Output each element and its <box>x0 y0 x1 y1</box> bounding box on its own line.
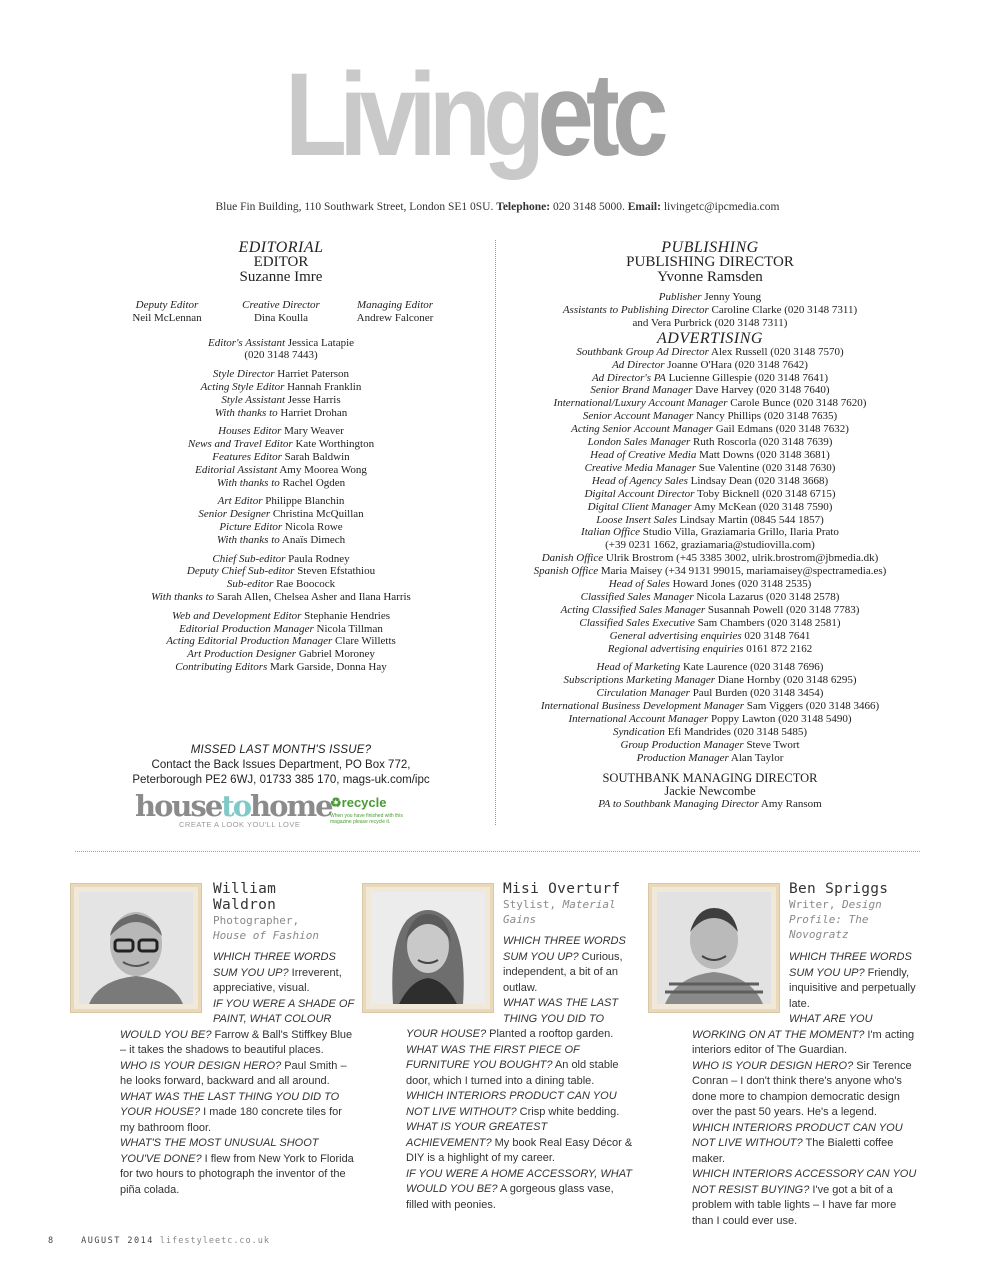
staff-credit: Loose Insert Sales Lindsay Martin (0845 544 1857) <box>596 513 824 526</box>
staff-credit: Art Production Designer Gabriel Moroney <box>187 648 375 661</box>
editor-name: Suzanne Imre <box>239 269 323 285</box>
staff-credit: International Account Manager Poppy Lawton (020 3148 5490) <box>568 713 852 726</box>
staff-credit: Spanish Office Maria Maisey (+34 9131 99015, mariamaisey@spectramedia.es) <box>533 565 887 578</box>
staff-credit: Acting Senior Account Manager Gail Edmans (020 3148 7632) <box>571 423 849 436</box>
page-footer <box>48 1236 270 1246</box>
page-number: 8 <box>48 1236 55 1246</box>
trio-item: Deputy Editor Neil McLennan <box>132 299 202 324</box>
staff-credit: Italian Office Studio Villa, Graziamaria Grillo, Ilaria Prato <box>581 526 839 539</box>
profile-header-william: William Waldron Photographer, House of Fashion <box>213 881 319 942</box>
staff-credit: With thanks to Anaïs Dimech <box>216 533 346 546</box>
staff-credit: Production Manager Alan Taylor <box>636 751 784 764</box>
staff-credit: News and Travel Editor Kate Worthington <box>187 438 375 451</box>
housetohome-logo: housetohome CREATE A LOOK YOU'LL LOVE <box>135 789 332 829</box>
staff-credit: Picture Editor Nicola Rowe <box>219 520 343 533</box>
recycle-logo: ♻recycle When you have finished with this magazine please recycle it. <box>330 795 403 825</box>
staff-group <box>112 337 450 363</box>
staff-credit: Contributing Editors Mark Garside, Donna Hay <box>175 660 387 673</box>
staff-credit: Web and Development Editor Stephanie Hendries <box>171 609 391 622</box>
editorial-staff-list <box>112 337 450 674</box>
staff-group <box>112 495 450 546</box>
trio-item: Managing Editor Andrew Falconer <box>356 299 434 324</box>
staff-credit: London Sales Manager Ruth Roscorla (020 3148 7639) <box>587 436 833 449</box>
staff-credit: Features Editor Sarah Baldwin <box>212 450 350 463</box>
staff-credit: Head of Creative Media Matt Downs (020 3148 3681) <box>590 448 830 461</box>
address-line: Blue Fin Building, 110 Southwark Street, London SE1 0SU. Telephone: 020 3148 5000. Email: livingetc@ipcmedia.com <box>215 201 780 213</box>
back-issues-heading: MISSED LAST MONTH'S ISSUE? <box>190 744 372 756</box>
staff-credit: Art Editor Philippe Blanchin <box>217 495 345 508</box>
staff-credit: International Business Development Manager Sam Viggers (020 3148 3466) <box>540 700 880 713</box>
staff-credit: Group Production Manager Steve Twort <box>620 738 800 751</box>
staff-credit: Ad Director's PA Lucienne Gillespie (020 3148 7641) <box>591 371 829 384</box>
southbank-md-pa: PA to Southbank Managing Director Amy Ransom <box>598 797 822 810</box>
staff-credit: Head of Marketing Kate Laurence (020 3148 7696) <box>596 661 824 674</box>
staff-credit: (020 3148 7443) <box>244 349 318 362</box>
back-issues-line: Peterborough PE2 6WJ, 01733 385 170, mags-uk.com/ipc <box>132 774 430 786</box>
staff-credit: Acting Style Editor Hannah Franklin <box>200 380 362 393</box>
publishing-column <box>500 240 920 811</box>
staff-credit: Danish Office Ulrik Brostrom (+45 3385 3002, ulrik.brostrom@jbmedia.dk) <box>541 552 879 565</box>
staff-credit: Style Director Harriet Paterson <box>212 368 350 381</box>
staff-group <box>112 610 450 674</box>
back-issues-line: Contact the Back Issues Department, PO Box 772, <box>151 759 411 771</box>
staff-credit: (+39 0231 1662, graziamaria@studiovilla.com) <box>605 539 815 552</box>
staff-credit: Sub-editor Rae Boocock <box>226 578 336 591</box>
marketing-staff-list <box>500 661 920 764</box>
staff-credit: Senior Designer Christina McQuillan <box>198 508 364 521</box>
staff-credit: Deputy Chief Sub-editor Steven Efstathiou <box>186 565 376 578</box>
publishing-director-title: PUBLISHING DIRECTOR <box>626 254 794 270</box>
advertising-staff-list <box>500 346 920 656</box>
issue-date: AUGUST 2014 <box>81 1236 154 1246</box>
profile-text-william: WHICH THREE WORDS SUM YOU UP? Irreverent, appreciative, visual. IF YOU WERE A SHADE OF PAINT, WHAT COLOUR WOULD YOU BE? Farrow & Ball's Stiffkey Blue – it takes the shadows to beautiful places. WHO IS YOUR DESIGN HERO? Paul Smith – he looks forward, backward and all around. WHAT WAS THE LAST THING YOU DID TO YOUR HOUSE? I made 180 concrete tiles for my bathroom floor. WHAT'S THE MOST UNUSUAL SHOOT YOU'VE DONE? I flew from New York to Florida for two hours to photograph the inventor of the piña colada. <box>120 951 354 1196</box>
staff-credit: and Vera Purbrick (020 3148 7311) <box>632 316 788 329</box>
editorial-column <box>112 240 450 674</box>
staff-credit: Senior Account Manager Nancy Phillips (020 3148 7635) <box>582 410 838 423</box>
senior-editors <box>112 299 450 325</box>
advertising-heading: ADVERTISING <box>657 329 763 347</box>
staff-credit: Ad Director Joanne O'Hara (020 3148 7642) <box>612 358 808 371</box>
section-divider <box>75 851 920 852</box>
staff-credit: International/Luxury Account Manager Carole Bunce (020 3148 7620) <box>553 397 867 410</box>
staff-credit: Classified Sales Manager Nicola Lazarus (020 3148 2578) <box>580 590 840 603</box>
staff-credit: With thanks to Harriet Drohan <box>214 406 348 419</box>
staff-credit: Circulation Manager Paul Burden (020 3148 3454) <box>596 687 824 700</box>
staff-credit: Subscriptions Marketing Manager Diane Hornby (020 3148 6295) <box>563 674 857 687</box>
editorial-heading: EDITORIAL <box>238 239 324 256</box>
staff-credit: Regional advertising enquiries 0161 872 2162 <box>607 642 813 655</box>
staff-credit: Southbank Group Ad Director Alex Russell (020 3148 7570) <box>576 345 844 358</box>
staff-group <box>112 425 450 489</box>
southbank-md-title: SOUTHBANK MANAGING DIRECTOR <box>602 770 818 785</box>
publishing-staff-list <box>500 291 920 330</box>
staff-credit: Editorial Production Manager Nicola Tillman <box>179 622 383 635</box>
masthead-logo: Livingetc <box>285 49 661 181</box>
staff-credit: Publisher Jenny Young <box>658 291 762 303</box>
southbank-md-name: Jackie Newcombe <box>664 783 756 798</box>
back-issues-box <box>112 743 450 788</box>
profile-header-ben: Ben Spriggs Writer, Design Profile: The Novogratz <box>789 881 889 941</box>
staff-credit: Classified Sales Executive Sam Chambers (020 3148 2581) <box>579 616 841 629</box>
staff-credit: With thanks to Sarah Allen, Chelsea Asher and Ilana Harris <box>151 590 411 603</box>
profile-header-misi: Misi Overturf Stylist, Material Gains <box>503 881 621 926</box>
staff-credit: With thanks to Rachel Ogden <box>216 476 346 489</box>
staff-credit: Assistants to Publishing Director Caroline Clarke (020 3148 7311) <box>562 303 858 316</box>
staff-group <box>112 368 450 419</box>
staff-credit: Digital Client Manager Amy McKean (020 3148 7590) <box>587 500 833 513</box>
staff-credit: Editor's Assistant Jessica Latapie <box>207 336 355 349</box>
profile-text-misi: WHICH THREE WORDS SUM YOU UP? Curious, independent, a bit of an outlaw. WHAT WAS THE LAST THING YOU DID TO YOUR HOUSE? Planted a rooftop garden. WHAT WAS THE FIRST PIECE OF FURNITURE YOU BOUGHT? An old stable door, which I turned into a dining table. WHICH INTERIORS PRODUCT CAN YOU NOT LIVE WITHOUT? Crisp white bedding. WHAT IS YOUR GREATEST ACHIEVEMENT? My book Real Easy Décor & DIY is a highlight of my career. IF YOU WERE A HOME ACCESSORY, WHAT WOULD YOU BE? A gorgeous glass vase, filled with peonies. <box>406 935 633 1211</box>
staff-credit: General advertising enquiries 020 3148 7641 <box>609 629 811 642</box>
staff-credit: Syndication Efi Mandrides (020 3148 5485) <box>613 726 807 738</box>
staff-credit: Chief Sub-editor Paula Rodney <box>212 552 350 565</box>
publishing-director-name: Yvonne Ramsden <box>657 269 763 285</box>
recycle-icon: ♻ <box>330 795 342 810</box>
profile-text-ben: WHICH THREE WORDS SUM YOU UP? Friendly, inquisitive and perpetually late. WHAT ARE YOU WORKING ON AT THE MOMENT? I'm acting interiors editor of The Guardian. WHO IS YOUR DESIGN HERO? Sir Terence Conran – I don't think there's anyone who's done more to champion democratic design over the past 50 years. He's a legend. WHICH INTERIORS PRODUCT CAN YOU NOT LIVE WITHOUT? The Bialetti coffee maker. WHICH INTERIORS ACCESSORY CAN YOU NOT RESIST BUYING? I've got a bit of a problem with table lights – I have far more than I could ever use. <box>692 951 917 1227</box>
staff-credit: Head of Sales Howard Jones (020 3148 2535) <box>608 578 812 591</box>
staff-credit: Digital Account Director Toby Bicknell (020 3148 6715) <box>584 487 836 500</box>
staff-credit: Acting Editorial Production Manager Clare Willetts <box>166 635 396 648</box>
staff-credit: Head of Agency Sales Lindsay Dean (020 3148 3668) <box>591 474 829 487</box>
column-divider <box>495 240 496 825</box>
publishing-heading: PUBLISHING <box>661 239 759 256</box>
staff-credit: Creative Media Manager Sue Valentine (020 3148 7630) <box>584 461 836 474</box>
staff-credit: Senior Brand Manager Dave Harvey (020 3148 7640) <box>590 384 830 397</box>
staff-credit: Houses Editor Mary Weaver <box>218 425 344 438</box>
trio-item: Creative Director Dina Koulla <box>242 299 320 324</box>
staff-credit: Editorial Assistant Amy Moorea Wong <box>195 463 367 476</box>
staff-group <box>112 553 450 604</box>
editor-title: EDITOR <box>253 254 309 270</box>
staff-credit: Acting Classified Sales Manager Susannah Powell (020 3148 7783) <box>560 603 860 616</box>
staff-credit: Style Assistant Jesse Harris <box>221 393 341 406</box>
website-url[interactable]: lifestyleetc.co.uk <box>159 1236 271 1246</box>
